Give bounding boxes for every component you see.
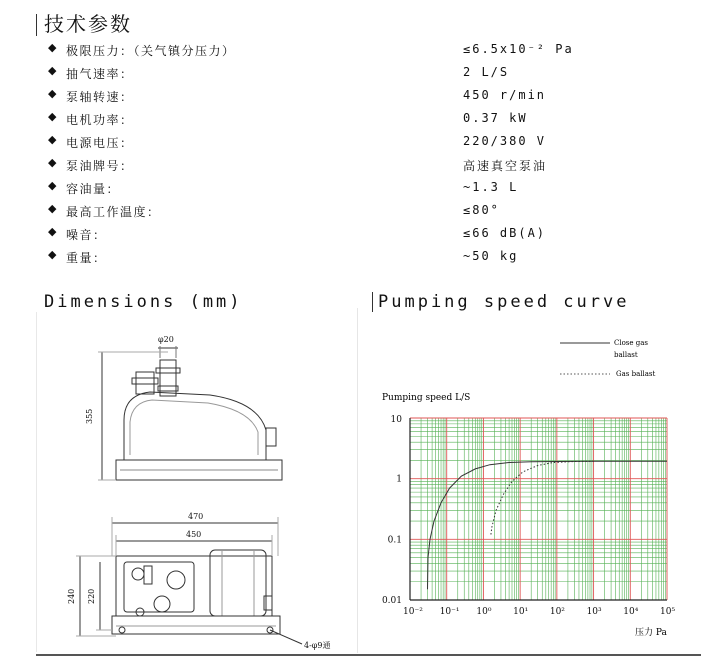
diamond-bullet-icon: ◆ xyxy=(48,41,58,54)
spec-label: 电机功率： xyxy=(66,113,134,127)
x-tick-label: 10⁰ xyxy=(476,607,492,617)
pumping-speed-chart xyxy=(360,330,701,655)
spec-value: ~1.3 L xyxy=(463,180,519,194)
x-tick-label: 10⁴ xyxy=(623,607,639,617)
diamond-bullet-icon: ◆ xyxy=(48,179,58,192)
spec-value: 220/380 V xyxy=(463,134,547,148)
dimensions-title: Dimensions (mm) xyxy=(44,292,243,312)
spec-label: 容油量： xyxy=(66,182,121,196)
spec-label: 电源电压： xyxy=(66,136,134,150)
spec-label: 噪音： xyxy=(66,228,107,242)
y-tick-label: 0.01 xyxy=(381,596,402,606)
grid-minor xyxy=(410,418,667,600)
specs-title: 技术参数 xyxy=(44,12,132,36)
x-tick-label: 10¹ xyxy=(513,607,529,617)
spec-value: 0.37 kW xyxy=(463,111,528,125)
spec-value: ~50 kg xyxy=(463,249,519,263)
dim-220: 220 xyxy=(87,588,96,604)
dim-holes: 4-φ9通 xyxy=(304,641,331,650)
spec-label: 泵轴转速： xyxy=(66,90,134,104)
motor xyxy=(210,550,266,616)
legend-close-line1: Close gas xyxy=(614,339,649,347)
spec-value: 2 L/S xyxy=(463,65,510,79)
bottom-rule xyxy=(36,654,701,656)
diamond-bullet-icon: ◆ xyxy=(48,156,58,169)
curve-close-gas-ballast xyxy=(428,461,668,589)
spec-value: ≤66 dB(A) xyxy=(463,226,547,240)
spec-value: 450 r/min xyxy=(463,88,547,102)
x-tick-label: 10² xyxy=(549,607,565,617)
y-axis-label: Pumping speed L/S xyxy=(382,393,471,403)
dim-phi20: φ20 xyxy=(158,335,174,344)
axis-tick-labels xyxy=(382,415,675,617)
x-tick-label: 10³ xyxy=(586,607,602,617)
spec-label: 抽气速率： xyxy=(66,67,134,81)
diamond-bullet-icon: ◆ xyxy=(48,225,58,238)
spec-label: 泵油牌号： xyxy=(66,159,134,173)
legend-gas: Gas ballast xyxy=(616,370,656,378)
x-tick-label: 10⁵ xyxy=(660,607,676,617)
x-tick-label: 10⁻² xyxy=(403,607,423,617)
dim-450: 450 xyxy=(186,530,202,539)
spec-label: 极限压力：（关气镇分压力） xyxy=(66,44,236,58)
x-axis-label: 压力 Pa xyxy=(635,628,667,638)
title-bar xyxy=(372,292,373,312)
y-tick-label: 1 xyxy=(396,474,402,485)
dim-240: 240 xyxy=(67,588,76,604)
y-tick-label: 0.1 xyxy=(387,535,402,546)
diamond-bullet-icon: ◆ xyxy=(48,202,58,215)
dim-355: 355 xyxy=(85,408,94,424)
spec-label: 最高工作温度： xyxy=(66,205,161,219)
curves xyxy=(428,461,668,589)
dim-470: 470 xyxy=(188,512,204,521)
chart-legend xyxy=(560,339,655,378)
spec-value: ≤80° xyxy=(463,203,500,217)
x-tick-label: 10⁻¹ xyxy=(439,607,460,617)
pumping-title: Pumping speed curve xyxy=(378,292,630,312)
diamond-bullet-icon: ◆ xyxy=(48,248,58,261)
diamond-bullet-icon: ◆ xyxy=(48,110,58,123)
spec-value: ≤6.5x10⁻² Pa xyxy=(463,42,574,56)
legend-close-line2: ballast xyxy=(614,351,638,359)
diamond-bullet-icon: ◆ xyxy=(48,133,58,146)
spec-value: 高速真空泵油 xyxy=(463,159,548,173)
y-tick-label: 10 xyxy=(390,415,402,425)
diamond-bullet-icon: ◆ xyxy=(48,87,58,100)
spec-label: 重量： xyxy=(66,251,107,265)
diamond-bullet-icon: ◆ xyxy=(48,64,58,77)
